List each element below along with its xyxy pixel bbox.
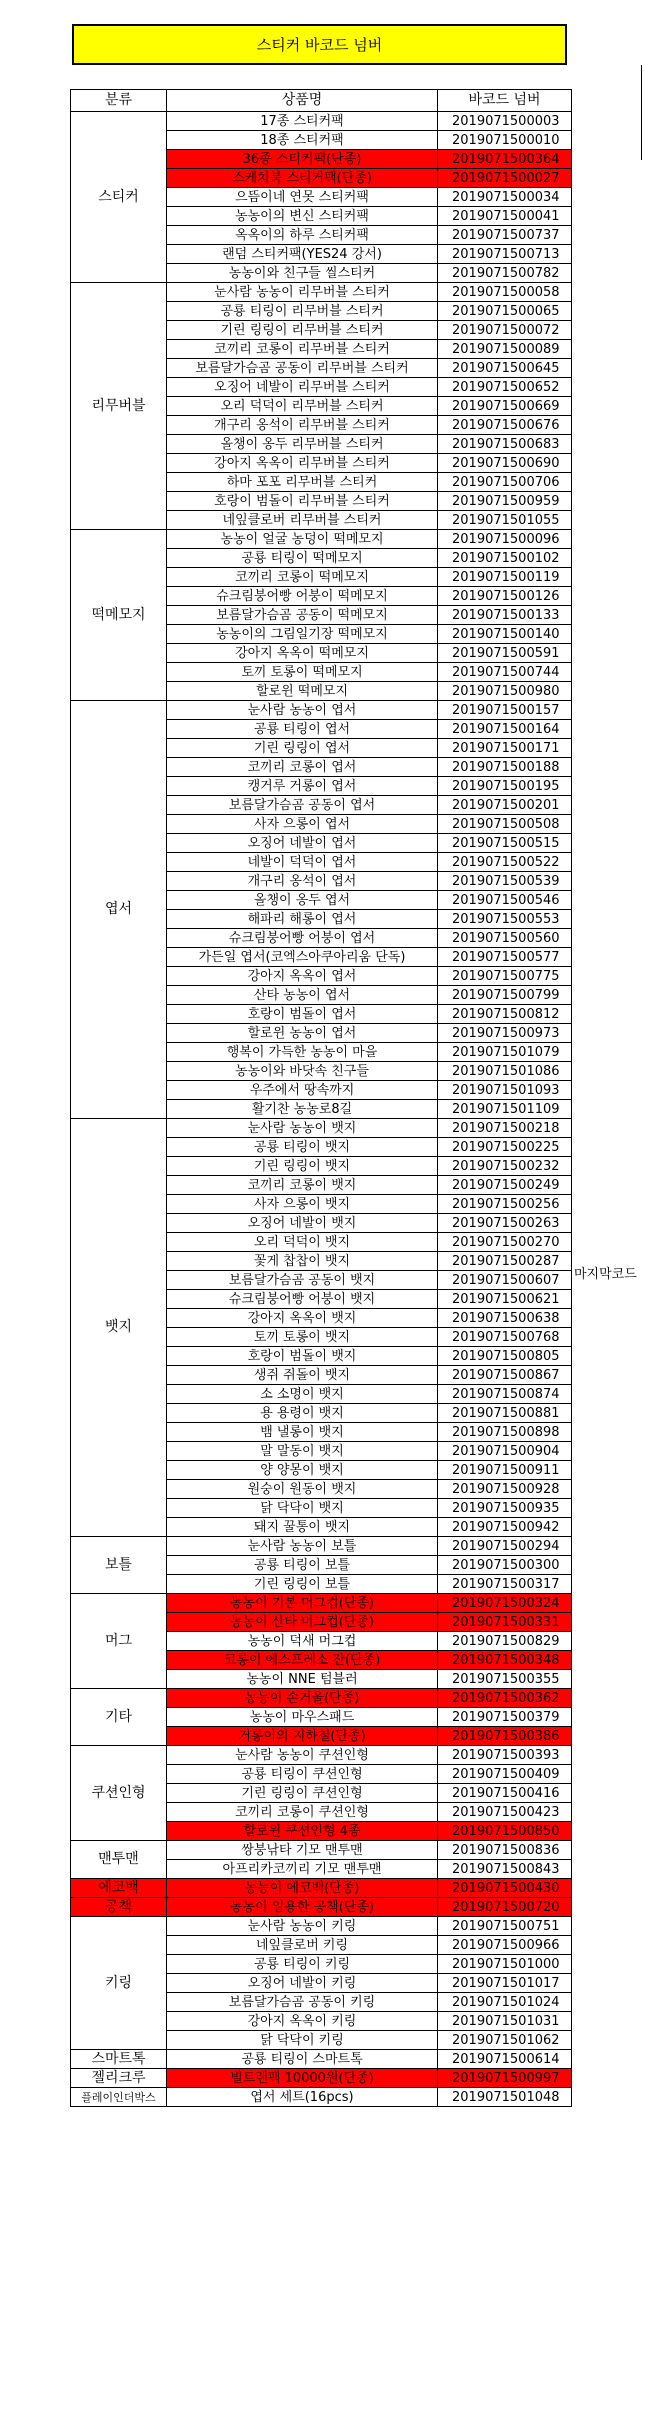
barcode-cell: 2019071500364 — [438, 150, 572, 169]
product-name-cell: 보름달가슴곰 공동이 떡메모지 — [167, 606, 438, 625]
product-name-cell: 공룡 티링이 뱃지 — [167, 1138, 438, 1157]
product-name-cell: 농농이 손거울(단종) — [167, 1689, 438, 1708]
barcode-cell: 2019071500904 — [438, 1442, 572, 1461]
barcode-cell: 2019071500430 — [438, 1879, 572, 1898]
barcode-cell: 2019071500645 — [438, 359, 572, 378]
barcode-cell: 2019071501017 — [438, 1974, 572, 1993]
table-row — [71, 1917, 572, 1936]
product-name-cell: 기린 링링이 리무버블 스티커 — [167, 321, 438, 340]
product-name-cell: 공룡 티링이 엽서 — [167, 720, 438, 739]
barcode-cell: 2019071500515 — [438, 834, 572, 853]
product-name-cell: 꽃게 찹찹이 뱃지 — [167, 1252, 438, 1271]
header-barcode: 바코드 넘버 — [438, 90, 572, 112]
product-name-cell: 엽서 세트(16pcs) — [167, 2088, 438, 2107]
product-name-cell: 농농이 산타 머그컵(단종) — [167, 1613, 438, 1632]
product-name-cell: 쌍붕낚타 기모 맨투맨 — [167, 1841, 438, 1860]
product-name-cell: 농농이와 바닷속 친구들 — [167, 1062, 438, 1081]
barcode-cell: 2019071500706 — [438, 473, 572, 492]
header-product-name: 상품명 — [167, 90, 438, 112]
barcode-cell: 2019071500393 — [438, 1746, 572, 1765]
product-name-cell: 농농이 마우스패드 — [167, 1708, 438, 1727]
product-name-cell: 36종 스티커팩(단종) — [167, 150, 438, 169]
barcode-cell: 2019071501109 — [438, 1100, 572, 1119]
product-name-cell: 소 소명이 뱃지 — [167, 1385, 438, 1404]
product-name-cell: 슈크림붕어빵 어붕이 뱃지 — [167, 1290, 438, 1309]
barcode-cell: 2019071500577 — [438, 948, 572, 967]
product-name-cell: 네잎클로버 키링 — [167, 1936, 438, 1955]
product-name-cell: 원숭이 원동이 뱃지 — [167, 1480, 438, 1499]
header-row — [71, 90, 572, 112]
category-cell: 에코백 — [71, 1879, 167, 1898]
barcode-cell: 2019071501048 — [438, 2088, 572, 2107]
product-name-cell: 캥거루 거롱이 엽서 — [167, 777, 438, 796]
barcode-cell: 2019071500713 — [438, 245, 572, 264]
product-name-cell: 활기찬 농농로8길 — [167, 1100, 438, 1119]
barcode-cell: 2019071500522 — [438, 853, 572, 872]
product-name-cell: 닭 닥닥이 키링 — [167, 2031, 438, 2050]
barcode-cell: 2019071500737 — [438, 226, 572, 245]
product-name-cell: 공룡 티링이 리무버블 스티커 — [167, 302, 438, 321]
table-row — [71, 701, 572, 720]
barcode-cell: 2019071500911 — [438, 1461, 572, 1480]
barcode-cell: 2019071500003 — [438, 112, 572, 131]
barcode-cell: 2019071500379 — [438, 1708, 572, 1727]
barcode-cell: 2019071500676 — [438, 416, 572, 435]
product-name-cell: 기린 링링이 엽서 — [167, 739, 438, 758]
category-cell: 플레이인더박스 — [71, 2088, 167, 2107]
barcode-cell: 2019071501093 — [438, 1081, 572, 1100]
product-name-cell: 우주에서 땅속까지 — [167, 1081, 438, 1100]
table-row — [71, 530, 572, 549]
barcode-cell: 2019071500034 — [438, 188, 572, 207]
product-name-cell: 빌트랜팩 10000원(단종) — [167, 2069, 438, 2088]
product-name-cell: 사자 으롱이 엽서 — [167, 815, 438, 834]
product-name-cell: 18종 스티커팩 — [167, 131, 438, 150]
barcode-cell: 2019071500935 — [438, 1499, 572, 1518]
product-name-cell: 개구리 옹석이 리무버블 스티커 — [167, 416, 438, 435]
product-name-cell: 눈사람 농농이 리무버블 스티커 — [167, 283, 438, 302]
category-cell: 쿠션인형 — [71, 1746, 167, 1841]
product-name-cell: 거롱이의 지하철(단종) — [167, 1727, 438, 1746]
barcode-cell: 2019071500652 — [438, 378, 572, 397]
barcode-cell: 2019071500768 — [438, 1328, 572, 1347]
product-name-cell: 오리 덕덕이 리무버블 스티커 — [167, 397, 438, 416]
product-name-cell: 농농이의 그림일기장 떡메모지 — [167, 625, 438, 644]
barcode-cell: 2019071500959 — [438, 492, 572, 511]
product-name-cell: 강아지 옥옥이 리무버블 스티커 — [167, 454, 438, 473]
barcode-cell: 2019071500195 — [438, 777, 572, 796]
barcode-cell: 2019071500744 — [438, 663, 572, 682]
barcode-cell: 2019071500621 — [438, 1290, 572, 1309]
product-name-cell: 강아지 옥옥이 엽서 — [167, 967, 438, 986]
product-name-cell: 보름달가슴곰 공동이 키링 — [167, 1993, 438, 2012]
product-name-cell: 기린 링링이 뱃지 — [167, 1157, 438, 1176]
category-cell: 머그 — [71, 1594, 167, 1689]
product-name-cell: 행복이 가득한 농농이 마을 — [167, 1043, 438, 1062]
product-name-cell: 농농이 에코백(단종) — [167, 1879, 438, 1898]
barcode-cell: 2019071500881 — [438, 1404, 572, 1423]
barcode-cell: 2019071501086 — [438, 1062, 572, 1081]
table-row — [71, 1898, 572, 1917]
barcode-cell: 2019071500638 — [438, 1309, 572, 1328]
barcode-cell: 2019071500348 — [438, 1651, 572, 1670]
product-name-cell: 호랑이 범돌이 엽서 — [167, 1005, 438, 1024]
product-name-cell: 할로윈 떡메모지 — [167, 682, 438, 701]
barcode-cell: 2019071500546 — [438, 891, 572, 910]
barcode-cell: 2019071500591 — [438, 644, 572, 663]
barcode-cell: 2019071500898 — [438, 1423, 572, 1442]
table-row — [71, 1119, 572, 1138]
product-name-cell: 하마 포포 리무버블 스티커 — [167, 473, 438, 492]
product-name-cell: 코끼리 코롱이 떡메모지 — [167, 568, 438, 587]
product-name-cell: 사자 으롱이 뱃지 — [167, 1195, 438, 1214]
barcode-cell: 2019071500324 — [438, 1594, 572, 1613]
barcode-cell: 2019071500171 — [438, 739, 572, 758]
product-name-cell: 코끼리 코롱이 리무버블 스티커 — [167, 340, 438, 359]
product-name-cell: 농농이 덕새 머그컵 — [167, 1632, 438, 1651]
product-name-cell: 농농이 일용한 공책(단종) — [167, 1898, 438, 1917]
table-row — [71, 1537, 572, 1556]
barcode-cell: 2019071500539 — [438, 872, 572, 891]
product-name-cell: 가든일 엽서(코엑스아쿠아리움 단독) — [167, 948, 438, 967]
barcode-cell: 2019071501079 — [438, 1043, 572, 1062]
category-cell: 맨투맨 — [71, 1841, 167, 1879]
barcode-cell: 2019071500157 — [438, 701, 572, 720]
barcode-cell: 2019071500188 — [438, 758, 572, 777]
product-name-cell: 보름달가슴곰 공동이 엽서 — [167, 796, 438, 815]
barcode-cell: 2019071501024 — [438, 1993, 572, 2012]
barcode-cell: 2019071500270 — [438, 1233, 572, 1252]
product-name-cell: 올챙이 옹두 엽서 — [167, 891, 438, 910]
product-name-cell: 농농이의 변신 스티커팩 — [167, 207, 438, 226]
product-name-cell: 17종 스티커팩 — [167, 112, 438, 131]
barcode-cell: 2019071501062 — [438, 2031, 572, 2050]
product-name-cell: 강아지 옥옥이 키링 — [167, 2012, 438, 2031]
product-name-cell: 스케치북 스티커팩(단종) — [167, 169, 438, 188]
product-name-cell: 으뜸이네 연못 스티커팩 — [167, 188, 438, 207]
barcode-cell: 2019071500362 — [438, 1689, 572, 1708]
barcode-cell: 2019071500027 — [438, 169, 572, 188]
product-name-cell: 공룡 티링이 스마트톡 — [167, 2050, 438, 2069]
barcode-cell: 2019071500867 — [438, 1366, 572, 1385]
category-cell: 공책 — [71, 1898, 167, 1917]
barcode-cell: 2019071500874 — [438, 1385, 572, 1404]
barcode-cell: 2019071500225 — [438, 1138, 572, 1157]
product-name-cell: 할로윈 쿠션인형 4종 — [167, 1822, 438, 1841]
barcode-cell: 2019071500812 — [438, 1005, 572, 1024]
barcode-cell: 2019071500942 — [438, 1518, 572, 1537]
table-row — [71, 1689, 572, 1708]
category-cell: 스티커 — [71, 112, 167, 283]
product-name-cell: 생쥐 쥐돌이 뱃지 — [167, 1366, 438, 1385]
barcode-cell: 2019071500980 — [438, 682, 572, 701]
product-name-cell: 농농이 얼굴 농덩이 떡메모지 — [167, 530, 438, 549]
barcode-cell: 2019071500836 — [438, 1841, 572, 1860]
barcode-cell: 2019071500096 — [438, 530, 572, 549]
product-name-cell: 기린 링링이 쿠션인형 — [167, 1784, 438, 1803]
product-name-cell: 눈사람 농농이 보틀 — [167, 1537, 438, 1556]
product-name-cell: 산타 농농이 엽서 — [167, 986, 438, 1005]
barcode-cell: 2019071501055 — [438, 511, 572, 530]
barcode-cell: 2019071500058 — [438, 283, 572, 302]
table-row — [71, 283, 572, 302]
category-cell: 떡메모지 — [71, 530, 167, 701]
table-row — [71, 112, 572, 131]
barcode-cell: 2019071500973 — [438, 1024, 572, 1043]
barcode-cell: 2019071500669 — [438, 397, 572, 416]
barcode-cell: 2019071500065 — [438, 302, 572, 321]
category-cell: 리무버블 — [71, 283, 167, 530]
product-name-cell: 양 양몽이 뱃지 — [167, 1461, 438, 1480]
product-name-cell: 강아지 옥옥이 뱃지 — [167, 1309, 438, 1328]
product-name-cell: 오징어 네발이 뱃지 — [167, 1214, 438, 1233]
product-name-cell: 뱀 낼롱이 뱃지 — [167, 1423, 438, 1442]
product-name-cell: 공룡 티링이 보틀 — [167, 1556, 438, 1575]
product-name-cell: 코끼리 코롱이 쿠션인형 — [167, 1803, 438, 1822]
product-name-cell: 돼지 꿀통이 뱃지 — [167, 1518, 438, 1537]
barcode-cell: 2019071500263 — [438, 1214, 572, 1233]
barcode-cell: 2019071500201 — [438, 796, 572, 815]
table-body — [71, 112, 572, 2107]
category-cell: 보틀 — [71, 1537, 167, 1594]
table-row — [71, 2050, 572, 2069]
product-name-cell: 코끼리 코롱이 엽서 — [167, 758, 438, 777]
barcode-cell: 2019071500423 — [438, 1803, 572, 1822]
product-name-cell: 개구리 옹석이 엽서 — [167, 872, 438, 891]
barcode-cell: 2019071500294 — [438, 1537, 572, 1556]
product-name-cell: 눈사람 농농이 뱃지 — [167, 1119, 438, 1138]
barcode-cell: 2019071501000 — [438, 1955, 572, 1974]
product-name-cell: 슈크림붕어빵 어붕이 엽서 — [167, 929, 438, 948]
barcode-cell: 2019071500966 — [438, 1936, 572, 1955]
barcode-table — [70, 89, 572, 2107]
product-name-cell: 랜덤 스티커팩(YES24 강서) — [167, 245, 438, 264]
table-row — [71, 2088, 572, 2107]
category-cell: 기타 — [71, 1689, 167, 1746]
barcode-cell: 2019071500010 — [438, 131, 572, 150]
side-note: 마지막코드 — [574, 1267, 637, 1282]
barcode-cell: 2019071500232 — [438, 1157, 572, 1176]
product-name-cell: 오리 덕덕이 뱃지 — [167, 1233, 438, 1252]
product-name-cell: 네발이 덕덕이 엽서 — [167, 853, 438, 872]
product-name-cell: 공룡 티링이 쿠션인형 — [167, 1765, 438, 1784]
barcode-cell: 2019071500287 — [438, 1252, 572, 1271]
product-name-cell: 할로윈 농농이 엽서 — [167, 1024, 438, 1043]
barcode-cell: 2019071500133 — [438, 606, 572, 625]
category-cell: 키링 — [71, 1917, 167, 2050]
barcode-cell: 2019071500805 — [438, 1347, 572, 1366]
product-name-cell: 닭 닥닥이 뱃지 — [167, 1499, 438, 1518]
product-name-cell: 눈사람 농농이 키링 — [167, 1917, 438, 1936]
barcode-cell: 2019071500751 — [438, 1917, 572, 1936]
barcode-cell: 2019071500508 — [438, 815, 572, 834]
product-name-cell: 농농이와 친구들 씰스티커 — [167, 264, 438, 283]
product-name-cell: 호랑이 범돌이 리무버블 스티커 — [167, 492, 438, 511]
category-cell: 뱃지 — [71, 1119, 167, 1537]
barcode-cell: 2019071500614 — [438, 2050, 572, 2069]
product-name-cell: 호랑이 범돌이 뱃지 — [167, 1347, 438, 1366]
barcode-cell: 2019071500386 — [438, 1727, 572, 1746]
product-name-cell: 코끼리 코롱이 뱃지 — [167, 1176, 438, 1195]
product-name-cell: 강아지 옥옥이 떡메모지 — [167, 644, 438, 663]
barcode-cell: 2019071500331 — [438, 1613, 572, 1632]
barcode-cell: 2019071500119 — [438, 568, 572, 587]
product-name-cell: 말 말동이 뱃지 — [167, 1442, 438, 1461]
barcode-cell: 2019071500683 — [438, 435, 572, 454]
barcode-cell: 2019071500997 — [438, 2069, 572, 2088]
product-name-cell: 슈크림붕어빵 어붕이 떡메모지 — [167, 587, 438, 606]
product-name-cell: 옥옥이의 하루 스티커팩 — [167, 226, 438, 245]
product-name-cell: 토끼 토롱이 떡메모지 — [167, 663, 438, 682]
product-name-cell: 아프리카코끼리 기모 맨투맨 — [167, 1860, 438, 1879]
barcode-cell: 2019071500355 — [438, 1670, 572, 1689]
barcode-cell: 2019071500249 — [438, 1176, 572, 1195]
product-name-cell: 오징어 네발이 엽서 — [167, 834, 438, 853]
table-row — [71, 1594, 572, 1613]
product-name-cell: 눈사람 농농이 엽서 — [167, 701, 438, 720]
product-name-cell: 해파리 해롱이 엽서 — [167, 910, 438, 929]
barcode-cell: 2019071500256 — [438, 1195, 572, 1214]
barcode-cell: 2019071500928 — [438, 1480, 572, 1499]
product-name-cell: 오징어 네발이 키링 — [167, 1974, 438, 1993]
product-name-cell: 코롱이 에스프레소 잔(단종) — [167, 1651, 438, 1670]
barcode-cell: 2019071500140 — [438, 625, 572, 644]
product-name-cell: 올챙이 옹두 리무버블 스티커 — [167, 435, 438, 454]
table-row — [71, 2069, 572, 2088]
barcode-cell: 2019071500218 — [438, 1119, 572, 1138]
barcode-cell: 2019071500126 — [438, 587, 572, 606]
barcode-cell: 2019071500164 — [438, 720, 572, 739]
table-row — [71, 1841, 572, 1860]
barcode-cell: 2019071500843 — [438, 1860, 572, 1879]
barcode-cell: 2019071500560 — [438, 929, 572, 948]
product-name-cell: 농농이 기본 머그컵(단종) — [167, 1594, 438, 1613]
barcode-cell: 2019071500829 — [438, 1632, 572, 1651]
barcode-cell: 2019071500850 — [438, 1822, 572, 1841]
product-name-cell: 토끼 토롱이 뱃지 — [167, 1328, 438, 1347]
category-cell: 엽서 — [71, 701, 167, 1119]
sheet-title: 스티커 바코드 넘버 — [72, 24, 567, 65]
edge-divider — [641, 65, 642, 160]
barcode-cell: 2019071500720 — [438, 1898, 572, 1917]
barcode-cell: 2019071500072 — [438, 321, 572, 340]
category-cell: 젤리크루 — [71, 2069, 167, 2088]
barcode-cell: 2019071500553 — [438, 910, 572, 929]
barcode-cell: 2019071500041 — [438, 207, 572, 226]
header-category: 분류 — [71, 90, 167, 112]
barcode-cell: 2019071501031 — [438, 2012, 572, 2031]
product-name-cell: 공룡 티링이 키링 — [167, 1955, 438, 1974]
product-name-cell: 오징어 네발이 리무버블 스티커 — [167, 378, 438, 397]
product-name-cell: 네잎클로버 리무버블 스티커 — [167, 511, 438, 530]
barcode-cell: 2019071500317 — [438, 1575, 572, 1594]
barcode-cell: 2019071500102 — [438, 549, 572, 568]
barcode-cell: 2019071500607 — [438, 1271, 572, 1290]
barcode-cell: 2019071500409 — [438, 1765, 572, 1784]
table-row — [71, 1879, 572, 1898]
product-name-cell: 보름달가슴곰 공동이 뱃지 — [167, 1271, 438, 1290]
product-name-cell: 기린 링링이 보틀 — [167, 1575, 438, 1594]
barcode-cell: 2019071500690 — [438, 454, 572, 473]
product-name-cell: 공룡 티링이 떡메모지 — [167, 549, 438, 568]
table-row — [71, 1746, 572, 1765]
barcode-cell: 2019071500775 — [438, 967, 572, 986]
product-name-cell: 용 용령이 뱃지 — [167, 1404, 438, 1423]
category-cell: 스마트톡 — [71, 2050, 167, 2069]
barcode-cell: 2019071500799 — [438, 986, 572, 1005]
product-name-cell: 보름달가슴곰 공동이 리무버블 스티커 — [167, 359, 438, 378]
product-name-cell: 농농이 NNE 텀블러 — [167, 1670, 438, 1689]
barcode-cell: 2019071500089 — [438, 340, 572, 359]
barcode-cell: 2019071500300 — [438, 1556, 572, 1575]
product-name-cell: 눈사람 농농이 쿠션인형 — [167, 1746, 438, 1765]
barcode-cell: 2019071500782 — [438, 264, 572, 283]
barcode-cell: 2019071500416 — [438, 1784, 572, 1803]
